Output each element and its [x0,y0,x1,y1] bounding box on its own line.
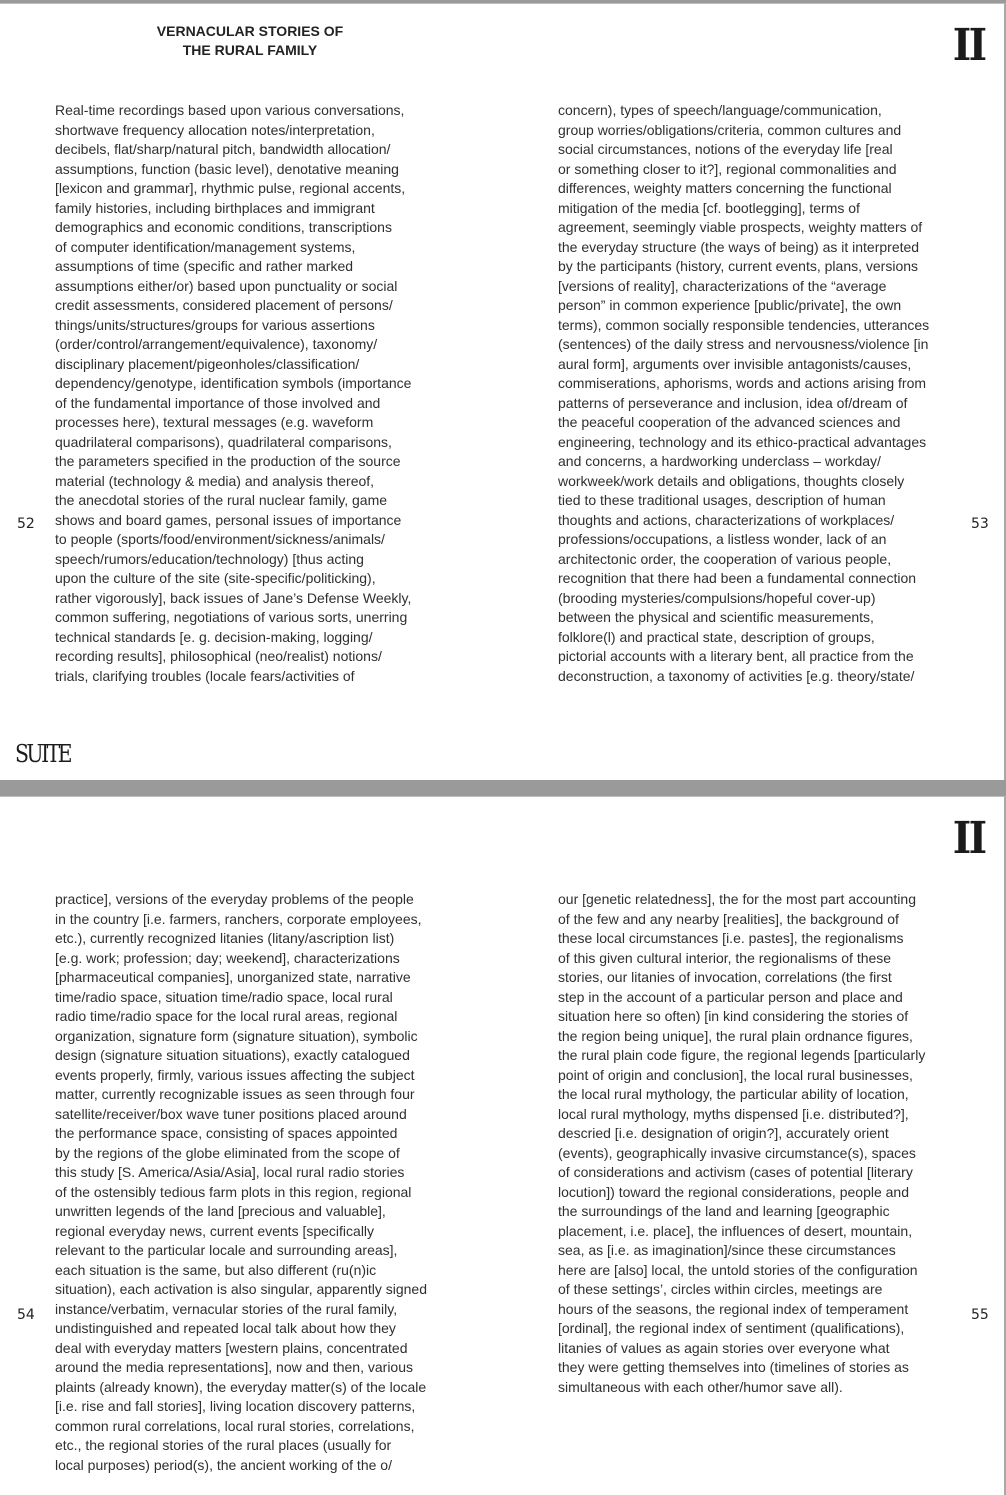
text-line: deal with everyday matters [western plains, concentrated [55,1339,408,1356]
text-line: situation), each activation is also singular, apparently signed [55,1281,427,1297]
text-line: sea, as [i.e. as imagination]/since these circumstances [558,1242,896,1258]
text-line: recognition that there had been a fundamental connection [558,570,917,586]
page-54-text [55,890,427,1475]
text-line: decibels, flat/sharp/natural pitch, bandwidth allocation/ [55,141,391,157]
text-line: things/units/structures/groups for various assertions [55,316,375,333]
text-line: deconstruction, a taxonomy of activities [e.g. theory/state/ [558,667,915,684]
text-line: by the regions of the globe eliminated from the scope of [55,1144,400,1161]
text-line: engineering, technology and its ethico-practical advantages [558,433,927,450]
text-line: [ordinal], the regional index of sentiment (qualifications), [558,1320,905,1336]
text-line: placement, i.e. place], the influences of desert, mountain, [558,1222,913,1239]
text-line: practice], versions of the everyday problems of the people [55,891,414,907]
text-line: processes here), textural messages (e.g. waveform [55,414,374,430]
text-line: the performance space, consisting of spaces appointed [55,1125,398,1141]
text-line: descried [i.e. designation of origin?], accurately orient [558,1125,889,1141]
text-line: this study [S. America/Asia/Asia], local rural radio stories [55,1164,405,1180]
text-line: satellite/receiver/box wave tuner positions placed around [55,1105,407,1122]
text-line: technical standards [e. g. decision-making, logging/ [55,628,373,645]
section-title-line: THE RURAL FAMILY [182,42,318,58]
text-line: and concerns, a hardworking underclass – workday/ [558,453,881,469]
text-line: group worries/obligations/criteria, common cultures and [558,121,902,138]
text-line: simultaneous with each other/humor save all). [558,1378,843,1395]
text-line: the anecdotal stories of the rural nuclear family, game [55,492,388,508]
text-line: point of origin and conclusion], the local rural businesses, [558,1066,913,1083]
text-line: family histories, including birthplaces and immigrant [55,199,375,216]
text-line: shows and board games, personal issues of importance [55,511,402,528]
text-line: assumptions of time (specific and rather marked [55,258,354,274]
text-line: upon the culture of the site (site-specific/politicking), [55,570,376,586]
text-line: locution]) toward the regional considerations, people and [558,1183,910,1200]
text-line: local rural mythology, myths dispensed [i.e. distributed?], [558,1105,909,1122]
text-line: recording results], philosophical (neo/realist) notions/ [55,648,382,664]
text-line: the parameters specified in the production of the source [55,453,401,469]
text-line: [pharmaceutical companies], unorganized state, narrative [55,969,411,985]
text-line: around the media representations], now and then, various [55,1359,414,1375]
text-line: etc., the regional stories of the rural places (usually for [55,1437,392,1453]
text-line: the peaceful cooperation of the advanced sciences and [558,414,901,430]
chapter-mark: II [952,20,985,71]
text-line: of computer identification/management systems, [55,238,356,255]
text-line: relevant to the particular locale and surrounding areas], [55,1242,398,1258]
footer-suite-mark: SUITE [15,740,70,768]
section-title-line: VERNACULAR STORIES OF [156,23,344,39]
text-line: [lexicon and grammar], rhythmic pulse, regional accents, [55,180,406,196]
text-line: in the country [i.e. farmers, ranchers, corporate employees, [55,910,422,927]
text-line: they were getting themselves into (timelines of stories as [558,1359,909,1375]
section-title [120,22,380,60]
text-line: of the few and any nearby [realities], the background of [558,910,899,927]
text-line: or something closer to it?], regional commonalities and [558,160,897,177]
text-line: trials, clarifying troubles (locale fears/activities of [55,667,355,684]
text-line: (sentences) of the daily stress and nervousness/violence [in [558,336,929,352]
text-line: assumptions either/or) based upon punctuality or social [55,277,398,294]
text-line: aural form], arguments over invisible antagonists/causes, [558,355,912,372]
text-line: between the physical and scientific measurements, [558,609,874,625]
text-line: organization, signature form (signature situation), symbolic [55,1027,418,1044]
spread-pages-54-55 [0,796,1006,1495]
text-line: here are [also] local, the untold stories of the configuration [558,1261,918,1278]
text-line: of these settings’, circles within circles, meetings are [558,1281,883,1297]
text-line: social circumstances, notions of the everyday life [real [558,141,893,157]
text-line: the rural plain code figure, the regional legends [particularly [558,1047,926,1063]
page-52-text [55,101,411,686]
page-55-text [558,890,925,1397]
text-line: common suffering, negotiations of various sorts, unerring [55,609,408,625]
text-line: radio time/radio space for the local rural areas, regional [55,1008,398,1024]
text-line: shortwave frequency allocation notes/interpretation, [55,121,375,138]
text-line: person” in common experience [public/private], the own [558,297,902,313]
page-number-53: 53 [971,516,989,532]
text-line: of considerations and activism (cases of potential [literary [558,1164,913,1180]
text-line: the region being unique], the rural plain ordnance figures, [558,1027,913,1044]
text-line: common rural correlations, local rural stories, correlations, [55,1417,415,1434]
text-line: the surroundings of the land and learning [geographic [558,1203,890,1219]
page-number-52: 52 [17,516,35,532]
text-line: undistinguished and repeated local talk about how they [55,1320,396,1336]
text-line: of the ostensibly tedious farm plots in this region, regional [55,1183,412,1200]
text-line: [i.e. rise and fall stories], living location discovery patterns, [55,1398,416,1414]
text-line: agreement, seemingly viable prospects, weighty matters of [558,219,923,235]
text-line: (order/control/arrangement/equivalence), taxonomy/ [55,336,378,352]
text-line: workweek/work details and obligations, thoughts closely [558,472,905,489]
text-line: professions/occupations, a listless wonder, lack of an [558,531,887,547]
text-line: disciplinary placement/pigeonholes/classification/ [55,355,360,372]
text-line: of the fundamental importance of those involved and [55,394,381,411]
text-line: stories, our litanies of invocation, correlations (the first [558,969,892,985]
text-line: Real-time recordings based upon various conversations, [55,102,405,118]
text-line: time/radio space, situation time/radio space, local rural [55,988,393,1005]
text-line: speech/rumors/education/technology) [thus acting [55,550,364,567]
text-line: each situation is the same, but also different (ru(n)ic [55,1261,377,1278]
text-line: to people (sports/food/environment/sickness/animals/ [55,531,385,547]
text-line: pictorial accounts with a literary bent, all practice from the [558,648,914,664]
text-line: (brooding mysteries/compulsions/hopeful cover-up) [558,589,876,606]
chapter-mark: II [952,813,985,864]
page-53-text [558,101,929,686]
spread-pages-52-53 [0,3,1006,780]
text-line: design (signature situation situations), exactly catalogued [55,1047,410,1063]
text-line: etc.), currently recognized litanies (litany/ascription list) [55,930,395,946]
text-line: dependency/genotype, identification symbols (importance [55,375,412,391]
text-line: patterns of perseverance and inclusion, idea of/dream of [558,394,908,411]
text-line: credit assessments, considered placement of persons/ [55,297,393,313]
text-line: architectonic order, the cooperation of various people, [558,550,892,567]
text-line: the everyday structure (the ways of being) as it interpreted [558,238,920,255]
text-line: local purposes) period(s), the ancient working of the o/ [55,1456,392,1473]
text-line: quadrilateral comparisons), quadrilateral comparisons, [55,433,392,450]
text-line: commiserations, aphorisms, words and actions arising from [558,375,927,391]
text-line: these local circumstances [i.e. pastes], the regionalisms [558,930,904,946]
text-line: events properly, firmly, various issues affecting the subject [55,1066,415,1083]
text-line: tied to these traditional usages, description of human [558,492,886,508]
text-line: hours of the seasons, the regional index of temperament [558,1300,909,1317]
text-line: mitigation of the media [cf. bootlegging], terms of [558,199,860,216]
text-line: matter, currently recognizable issues as seen through four [55,1086,415,1102]
page-number-54: 54 [17,1307,35,1323]
text-line: [versions of reality], characterizations of the “average [558,277,887,294]
text-line: regional everyday news, current events [specifically [55,1222,375,1239]
text-line: the local rural mythology, the particular ability of location, [558,1086,909,1102]
page-number-55: 55 [971,1307,989,1323]
text-line: thoughts and actions, characterizations of workplaces/ [558,511,895,528]
text-line: differences, weighty matters concerning the functional [558,180,892,196]
text-line: material (technology & media) and analysis thereof, [55,472,375,489]
text-line: our [genetic relatedness], the for the most part accounting [558,891,916,907]
text-line: unwritten legends of the land [precious and valuable], [55,1203,386,1219]
text-line: rather vigorously], back issues of Jane’s Defense Weekly, [55,589,412,606]
text-line: folklore(l) and practical state, description of groups, [558,628,875,645]
text-line: concern), types of speech/language/communication, [558,102,882,118]
text-line: instance/verbatim, vernacular stories of the rural family, [55,1300,398,1317]
text-line: assumptions, function (basic level), denotative meaning [55,160,399,177]
text-line: demographics and economic conditions, transcriptions [55,219,392,235]
text-line: [e.g. work; profession; day; weekend], characterizations [55,949,400,966]
text-line: plaints (already known), the everyday matter(s) of the locale [55,1378,427,1395]
text-line: (events), geographically invasive circumstance(s), spaces [558,1144,916,1161]
text-line: by the participants (history, current events, plans, versions [558,258,919,274]
text-line: step in the account of a particular person and place and [558,988,903,1005]
text-line: litanies of values as again stories over everyone what [558,1339,890,1356]
text-line: situation here so often) [in kind considering the stories of [558,1008,909,1024]
text-line: of this given cultural interior, the regionalisms of these [558,949,892,966]
text-line: terms), common socially responsible tendencies, utterances [558,316,930,333]
